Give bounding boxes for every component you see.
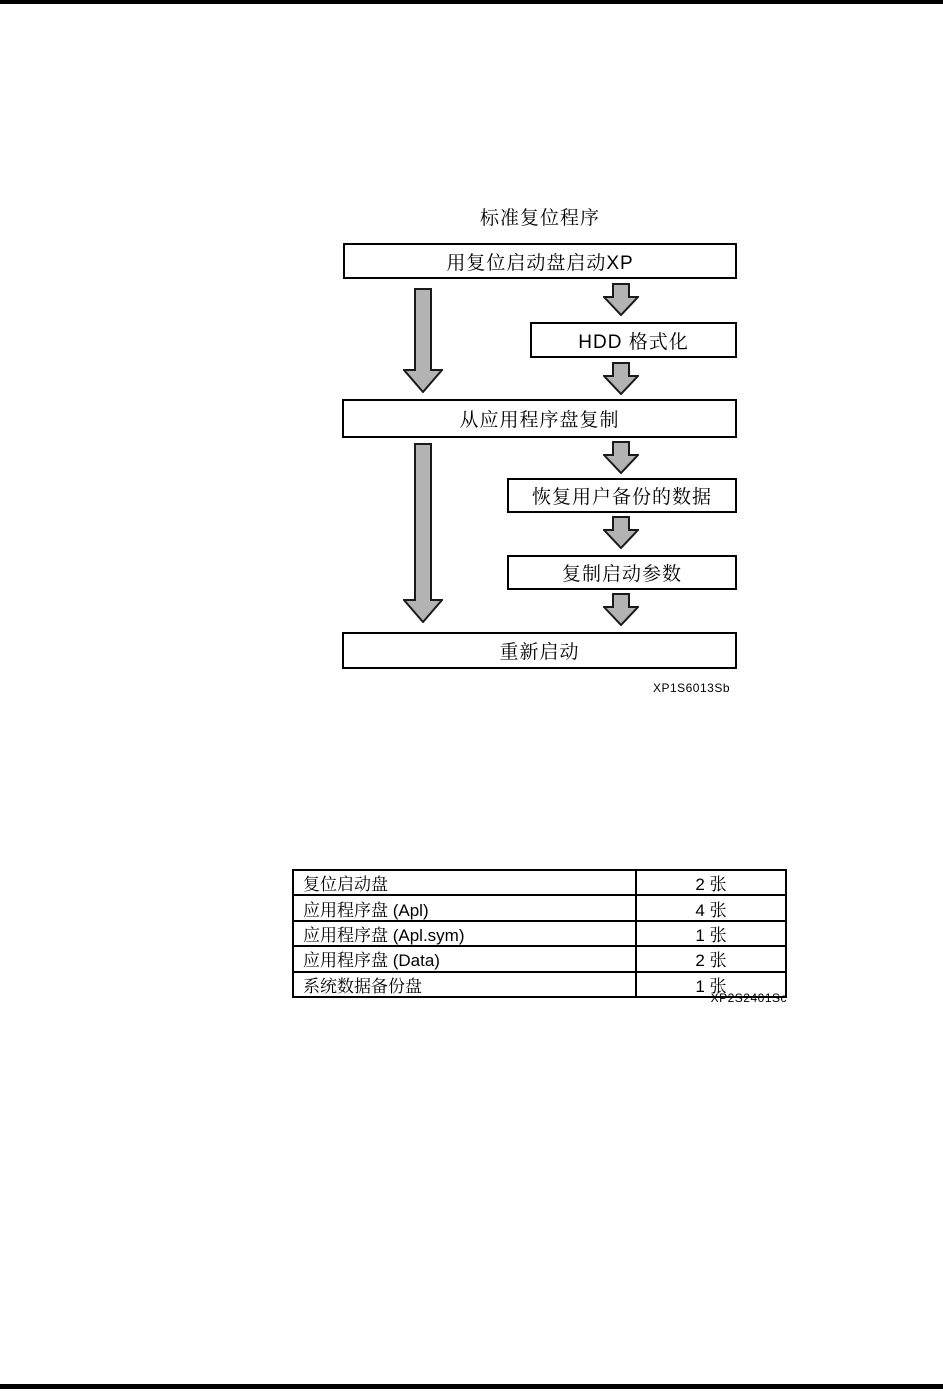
down-arrow-icon xyxy=(603,516,639,549)
disk-name-cell: 应用程序盘 (Apl.sym) xyxy=(294,922,637,945)
disk-name-cell: 应用程序盘 (Apl) xyxy=(294,896,637,919)
long-down-arrow-icon xyxy=(403,288,443,393)
table-row xyxy=(294,920,785,945)
flowchart-title: 标准复位程序 xyxy=(479,208,600,229)
flowchart-box-label: HDD 格式化 xyxy=(578,331,689,353)
long-down-arrow-icon xyxy=(403,443,443,623)
flowchart-box-boot-xp xyxy=(343,243,737,279)
disk-count-table xyxy=(292,869,787,998)
flowchart-box-restore-user-data xyxy=(507,478,737,513)
disk-qty-cell: 1 张 xyxy=(695,976,727,996)
disk-qty-cell: 2 张 xyxy=(695,875,727,895)
page-top-rule xyxy=(0,0,943,4)
disk-name-cell: 系统数据备份盘 xyxy=(294,973,637,996)
flowchart-box-label: 用复位启动盘启动XP xyxy=(446,252,634,274)
flowchart-box-copy-boot-params xyxy=(507,555,737,590)
flowchart-box-hdd-format xyxy=(530,322,737,358)
flowchart-box-label: 恢复用户备份的数据 xyxy=(531,487,712,508)
table-row xyxy=(294,871,785,894)
flowchart-box-copy-from-app-disk xyxy=(342,399,737,438)
disk-qty-cell: 4 张 xyxy=(695,900,727,920)
flowchart-box-label: 从应用程序盘复制 xyxy=(459,410,620,431)
down-arrow-icon xyxy=(603,593,639,626)
disk-qty-cell: 2 张 xyxy=(695,951,727,971)
down-arrow-icon xyxy=(603,441,639,474)
table-figure-code: XP2S2401Sc xyxy=(710,991,787,1005)
table-row xyxy=(294,894,785,919)
disk-name-cell: 应用程序盘 (Data) xyxy=(294,947,637,970)
flowchart-box-restart xyxy=(342,632,737,669)
flowchart-figure-code: XP1S6013Sb xyxy=(652,681,730,695)
down-arrow-icon xyxy=(603,283,639,316)
disk-name-cell: 复位启动盘 xyxy=(294,871,637,894)
flowchart-box-label: 重新启动 xyxy=(499,642,580,663)
down-arrow-icon xyxy=(603,362,639,395)
table-row xyxy=(294,945,785,970)
disk-qty-cell: 1 张 xyxy=(695,925,727,945)
page-bottom-rule xyxy=(0,1384,943,1389)
flowchart-box-label: 复制启动参数 xyxy=(561,564,682,585)
